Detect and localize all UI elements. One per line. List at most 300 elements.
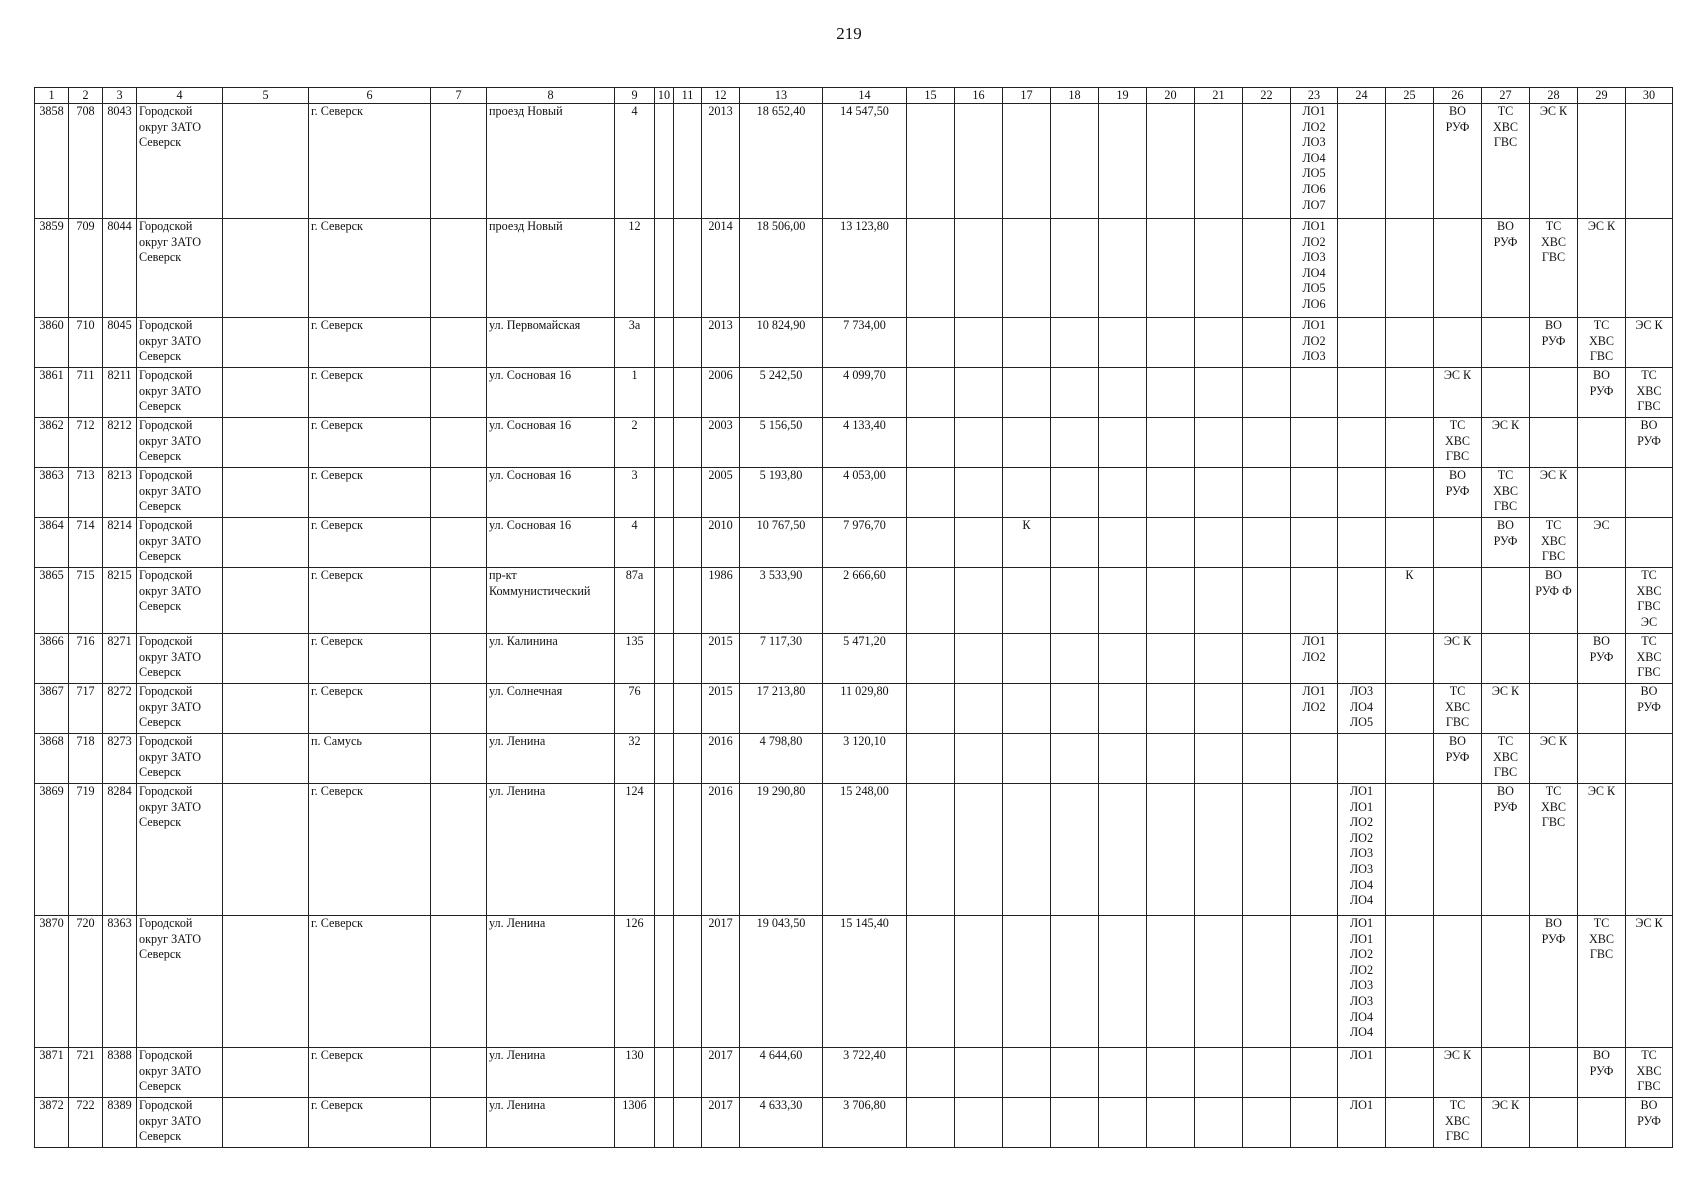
table-row	[35, 916, 1673, 1048]
table-cell	[1578, 418, 1626, 468]
table-cell: ТС ХВС ГВС	[1578, 916, 1626, 1048]
table-cell	[1338, 219, 1386, 318]
table-cell	[223, 1098, 309, 1148]
table-cell	[655, 916, 674, 1048]
table-cell: 3858	[35, 104, 69, 219]
table-cell: 3 722,40	[823, 1048, 907, 1098]
table-cell: 15 248,00	[823, 784, 907, 916]
table-cell: ул. Ленина	[487, 734, 615, 784]
table-cell	[907, 734, 955, 784]
table-cell: 2016	[702, 734, 740, 784]
table-cell: 10 824,90	[740, 318, 823, 368]
table-cell	[674, 418, 702, 468]
table-cell	[223, 784, 309, 916]
table-cell	[223, 318, 309, 368]
table-cell	[1243, 784, 1291, 916]
table-cell: 14 547,50	[823, 104, 907, 219]
table-cell	[1099, 634, 1147, 684]
column-header: 26	[1434, 88, 1482, 104]
table-cell: 1	[615, 368, 655, 418]
table-cell: 710	[69, 318, 103, 368]
table-cell: 3870	[35, 916, 69, 1048]
table-cell: ТС ХВС ГВС	[1434, 418, 1482, 468]
table-cell	[955, 784, 1003, 916]
table-cell	[655, 104, 674, 219]
table-cell: 2010	[702, 518, 740, 568]
table-cell	[907, 104, 955, 219]
table-cell: ЭС К	[1578, 784, 1626, 916]
table-cell	[1243, 634, 1291, 684]
table-cell	[1338, 734, 1386, 784]
table-row	[35, 684, 1673, 734]
table-cell: 3а	[615, 318, 655, 368]
table-cell	[655, 468, 674, 518]
column-header: 14	[823, 88, 907, 104]
table-cell	[955, 318, 1003, 368]
table-cell: 8044	[103, 219, 137, 318]
table-cell	[907, 634, 955, 684]
table-cell	[1626, 219, 1673, 318]
table-cell	[907, 368, 955, 418]
table-cell: ВО РУФ	[1578, 368, 1626, 418]
table-cell	[1003, 784, 1051, 916]
table-cell: 8213	[103, 468, 137, 518]
table-cell	[1291, 368, 1338, 418]
table-cell	[1578, 1098, 1626, 1148]
table-cell	[1003, 634, 1051, 684]
table-cell: К	[1003, 518, 1051, 568]
table-cell	[1051, 634, 1099, 684]
table-cell	[1051, 1048, 1099, 1098]
table-cell	[674, 784, 702, 916]
column-header: 3	[103, 88, 137, 104]
table-cell	[1291, 518, 1338, 568]
table-cell: 716	[69, 634, 103, 684]
table-cell	[674, 734, 702, 784]
header-row	[35, 88, 1673, 104]
table-cell	[1626, 104, 1673, 219]
table-cell	[1386, 634, 1434, 684]
table-cell	[655, 318, 674, 368]
table-cell	[907, 418, 955, 468]
table-cell	[1243, 684, 1291, 734]
table-cell: Городской округ ЗАТО Северск	[137, 634, 223, 684]
table-cell: Городской округ ЗАТО Северск	[137, 1098, 223, 1148]
table-cell	[1099, 368, 1147, 418]
table-cell	[1195, 468, 1243, 518]
table-cell: ТС ХВС ГВС	[1626, 1048, 1673, 1098]
table-cell: Городской округ ЗАТО Северск	[137, 1048, 223, 1098]
table-cell: 3867	[35, 684, 69, 734]
table-cell: г. Северск	[309, 684, 431, 734]
table-cell: ВО РУФ	[1434, 468, 1482, 518]
table-cell: 4 133,40	[823, 418, 907, 468]
table-cell	[674, 634, 702, 684]
table-cell	[1482, 916, 1530, 1048]
table-cell: п. Самусь	[309, 734, 431, 784]
table-cell: Городской округ ЗАТО Северск	[137, 318, 223, 368]
table-cell	[1243, 916, 1291, 1048]
table-cell: 5 193,80	[740, 468, 823, 518]
table-cell	[1195, 1098, 1243, 1148]
table-cell: 3871	[35, 1048, 69, 1098]
table-cell	[1243, 368, 1291, 418]
table-cell	[223, 418, 309, 468]
table-cell	[1291, 1098, 1338, 1148]
table-cell	[907, 784, 955, 916]
table-cell: 2017	[702, 1048, 740, 1098]
table-cell	[223, 916, 309, 1048]
table-cell	[1051, 916, 1099, 1048]
table-cell	[1243, 734, 1291, 784]
table-cell	[1626, 784, 1673, 916]
table-cell	[223, 1048, 309, 1098]
table-cell: Городской округ ЗАТО Северск	[137, 104, 223, 219]
table-cell	[907, 1048, 955, 1098]
table-cell	[1434, 518, 1482, 568]
table-cell: 15 145,40	[823, 916, 907, 1048]
table-cell	[1051, 734, 1099, 784]
table-cell	[1291, 468, 1338, 518]
table-cell: ВО РУФ	[1482, 518, 1530, 568]
table-cell	[955, 1048, 1003, 1098]
table-cell	[1147, 468, 1195, 518]
table-cell	[1099, 784, 1147, 916]
table-cell	[1003, 684, 1051, 734]
table-cell: ТС ХВС ГВС	[1434, 684, 1482, 734]
table-cell	[1099, 734, 1147, 784]
table-cell	[655, 684, 674, 734]
table-cell: ТС ХВС ГВС	[1626, 368, 1673, 418]
table-cell	[1147, 418, 1195, 468]
table-cell: ВО РУФ	[1626, 684, 1673, 734]
column-header: 15	[907, 88, 955, 104]
table-cell: 18 506,00	[740, 219, 823, 318]
table-cell: ЭС	[1578, 518, 1626, 568]
table-cell: 8271	[103, 634, 137, 684]
table-cell	[1147, 734, 1195, 784]
table-cell: ЭС К	[1626, 318, 1673, 368]
table-cell	[1051, 219, 1099, 318]
table-cell	[1003, 219, 1051, 318]
table-cell: проезд Новый	[487, 219, 615, 318]
table-cell	[1434, 916, 1482, 1048]
table-cell: 2017	[702, 916, 740, 1048]
table-cell	[1386, 368, 1434, 418]
table-cell: г. Северск	[309, 219, 431, 318]
table-cell	[1243, 1098, 1291, 1148]
table-cell: 719	[69, 784, 103, 916]
column-header: 9	[615, 88, 655, 104]
table-cell	[1195, 219, 1243, 318]
table-row	[35, 1098, 1673, 1148]
table-cell: 4 099,70	[823, 368, 907, 418]
table-cell	[1386, 219, 1434, 318]
table-cell	[1099, 1098, 1147, 1148]
table-row	[35, 634, 1673, 684]
table-cell	[1195, 1048, 1243, 1098]
table-cell	[1243, 318, 1291, 368]
table-cell: ВО РУФ	[1482, 784, 1530, 916]
table-row	[35, 368, 1673, 418]
table-cell: ВО РУФ	[1482, 219, 1530, 318]
table-cell	[1530, 1048, 1578, 1098]
table-cell	[1243, 568, 1291, 634]
table-cell	[431, 418, 487, 468]
table-cell	[431, 518, 487, 568]
table-cell: ТС ХВС ГВС	[1482, 734, 1530, 784]
table-cell: 3869	[35, 784, 69, 916]
table-cell: 2015	[702, 634, 740, 684]
table-cell	[1195, 684, 1243, 734]
table-cell: Городской округ ЗАТО Северск	[137, 784, 223, 916]
table-cell	[1051, 684, 1099, 734]
column-header: 21	[1195, 88, 1243, 104]
table-cell	[1195, 568, 1243, 634]
column-header: 4	[137, 88, 223, 104]
table-cell	[955, 916, 1003, 1048]
table-cell	[1386, 916, 1434, 1048]
table-cell	[1626, 518, 1673, 568]
table-cell	[655, 368, 674, 418]
column-header: 22	[1243, 88, 1291, 104]
table-cell	[1434, 219, 1482, 318]
table-cell	[1578, 104, 1626, 219]
table-cell	[674, 318, 702, 368]
table-cell: ВО РУФ	[1530, 916, 1578, 1048]
table-cell: ЛО1 ЛО2	[1291, 634, 1338, 684]
table-cell: г. Северск	[309, 318, 431, 368]
table-cell: пр-кт Коммунистический	[487, 568, 615, 634]
table-cell: 76	[615, 684, 655, 734]
table-cell: 714	[69, 518, 103, 568]
table-cell	[1003, 368, 1051, 418]
table-cell	[655, 1098, 674, 1148]
table-cell: проезд Новый	[487, 104, 615, 219]
table-cell: ТС ХВС ГВС	[1434, 1098, 1482, 1148]
table-cell	[1243, 468, 1291, 518]
table-cell	[655, 634, 674, 684]
table-cell: 7 734,00	[823, 318, 907, 368]
table-cell	[431, 684, 487, 734]
table-cell	[1434, 568, 1482, 634]
table-cell	[1530, 368, 1578, 418]
table-cell: 722	[69, 1098, 103, 1148]
table-cell: 5 471,20	[823, 634, 907, 684]
table-cell	[674, 1098, 702, 1148]
table-cell	[1003, 318, 1051, 368]
table-cell: ЭС К	[1482, 1098, 1530, 1148]
table-cell	[1099, 568, 1147, 634]
table-cell	[1530, 684, 1578, 734]
table-cell	[1386, 104, 1434, 219]
table-cell	[955, 568, 1003, 634]
table-cell	[431, 734, 487, 784]
table-cell	[1626, 468, 1673, 518]
table-cell	[674, 568, 702, 634]
table-cell: 8212	[103, 418, 137, 468]
table-cell	[1291, 784, 1338, 916]
table-cell	[1147, 219, 1195, 318]
table-cell: 721	[69, 1048, 103, 1098]
table-cell	[1099, 468, 1147, 518]
table-cell	[1434, 784, 1482, 916]
table-cell: 3865	[35, 568, 69, 634]
column-header: 24	[1338, 88, 1386, 104]
table-cell	[1051, 104, 1099, 219]
table-cell	[1003, 1048, 1051, 1098]
table-cell: 13 123,80	[823, 219, 907, 318]
table-cell	[955, 104, 1003, 219]
table-cell	[1051, 318, 1099, 368]
table-cell	[1147, 916, 1195, 1048]
table-cell: 5 242,50	[740, 368, 823, 418]
table-cell: 5 156,50	[740, 418, 823, 468]
table-cell: ЭС К	[1530, 104, 1578, 219]
table-cell: ЭС К	[1434, 634, 1482, 684]
table-cell: 135	[615, 634, 655, 684]
table-cell	[1578, 468, 1626, 518]
table-cell: г. Северск	[309, 518, 431, 568]
table-cell	[1147, 568, 1195, 634]
table-cell	[1003, 916, 1051, 1048]
table-cell: Городской округ ЗАТО Северск	[137, 368, 223, 418]
table-cell	[223, 634, 309, 684]
table-cell	[1147, 318, 1195, 368]
table-cell	[1195, 104, 1243, 219]
table-cell: ЛО1 ЛО2	[1291, 684, 1338, 734]
table-cell: г. Северск	[309, 1098, 431, 1148]
table-cell: 3864	[35, 518, 69, 568]
table-cell: ул. Сосновая 16	[487, 418, 615, 468]
table-cell	[1482, 568, 1530, 634]
table-cell: 8214	[103, 518, 137, 568]
table-cell	[1147, 1098, 1195, 1148]
table-cell: Городской округ ЗАТО Северск	[137, 916, 223, 1048]
table-cell	[1530, 1098, 1578, 1148]
table-cell: Городской округ ЗАТО Северск	[137, 684, 223, 734]
table-cell	[955, 518, 1003, 568]
table-cell: 708	[69, 104, 103, 219]
table-cell	[1291, 1048, 1338, 1098]
table-cell	[1099, 684, 1147, 734]
table-cell	[431, 1098, 487, 1148]
table-cell	[955, 468, 1003, 518]
table-cell: 12	[615, 219, 655, 318]
table-cell	[1386, 468, 1434, 518]
table-cell	[907, 1098, 955, 1148]
table-cell	[1051, 418, 1099, 468]
table-cell: 8045	[103, 318, 137, 368]
table-cell: Городской округ ЗАТО Северск	[137, 568, 223, 634]
table-cell	[1003, 1098, 1051, 1148]
table-cell	[1291, 916, 1338, 1048]
table-row	[35, 219, 1673, 318]
table-cell	[1195, 418, 1243, 468]
table-cell: 3872	[35, 1098, 69, 1148]
table-cell: 3 706,80	[823, 1098, 907, 1148]
table-cell: 2016	[702, 784, 740, 916]
table-cell	[431, 634, 487, 684]
table-cell: К	[1386, 568, 1434, 634]
table-cell	[955, 418, 1003, 468]
table-cell	[655, 1048, 674, 1098]
table-cell	[655, 784, 674, 916]
table-cell: 713	[69, 468, 103, 518]
table-cell: 18 652,40	[740, 104, 823, 219]
table-cell: ЭС К	[1626, 916, 1673, 1048]
table-cell: 8389	[103, 1098, 137, 1148]
table-cell	[1051, 468, 1099, 518]
table-cell	[1386, 1098, 1434, 1148]
table-cell	[1003, 418, 1051, 468]
table-cell	[1195, 318, 1243, 368]
table-cell: ВО РУФ	[1434, 734, 1482, 784]
table-cell	[1147, 104, 1195, 219]
table-cell	[1482, 1048, 1530, 1098]
table-cell: Городской округ ЗАТО Северск	[137, 518, 223, 568]
table-row	[35, 784, 1673, 916]
register-table	[34, 87, 1673, 1148]
table-cell: 2006	[702, 368, 740, 418]
table-cell	[1099, 219, 1147, 318]
table-cell	[223, 734, 309, 784]
table-cell	[1530, 634, 1578, 684]
table-cell	[674, 104, 702, 219]
table-cell	[1051, 518, 1099, 568]
table-cell: ТС ХВС ГВС	[1482, 104, 1530, 219]
table-cell	[1578, 734, 1626, 784]
table-cell: 32	[615, 734, 655, 784]
table-cell	[1338, 318, 1386, 368]
table-cell: 3862	[35, 418, 69, 468]
table-cell	[1099, 916, 1147, 1048]
table-cell	[1338, 568, 1386, 634]
table-cell: г. Северск	[309, 368, 431, 418]
table-cell: 2013	[702, 104, 740, 219]
table-cell: 8211	[103, 368, 137, 418]
table-cell: 712	[69, 418, 103, 468]
table-cell	[655, 518, 674, 568]
table-cell	[1147, 634, 1195, 684]
table-cell: ВО РУФ	[1626, 1098, 1673, 1148]
table-cell: ЭС К	[1482, 684, 1530, 734]
table-cell	[1147, 684, 1195, 734]
table-cell: 124	[615, 784, 655, 916]
table-cell	[674, 518, 702, 568]
table-cell: ул. Ленина	[487, 784, 615, 916]
table-cell	[655, 219, 674, 318]
table-cell	[955, 368, 1003, 418]
table-cell	[1386, 418, 1434, 468]
table-cell: ул. Ленина	[487, 916, 615, 1048]
column-header: 29	[1578, 88, 1626, 104]
table-cell	[1243, 518, 1291, 568]
table-cell: 3868	[35, 734, 69, 784]
table-cell	[1099, 1048, 1147, 1098]
table-cell	[431, 916, 487, 1048]
table-cell: 3	[615, 468, 655, 518]
table-cell: 3 120,10	[823, 734, 907, 784]
table-cell	[907, 318, 955, 368]
table-cell: ул. Сосновая 16	[487, 518, 615, 568]
table-cell	[1051, 784, 1099, 916]
table-cell: ВО РУФ Ф	[1530, 568, 1578, 634]
table-cell: Городской округ ЗАТО Северск	[137, 468, 223, 518]
table-cell: 10 767,50	[740, 518, 823, 568]
table-cell: ЛО1	[1338, 1098, 1386, 1148]
table-cell	[223, 684, 309, 734]
